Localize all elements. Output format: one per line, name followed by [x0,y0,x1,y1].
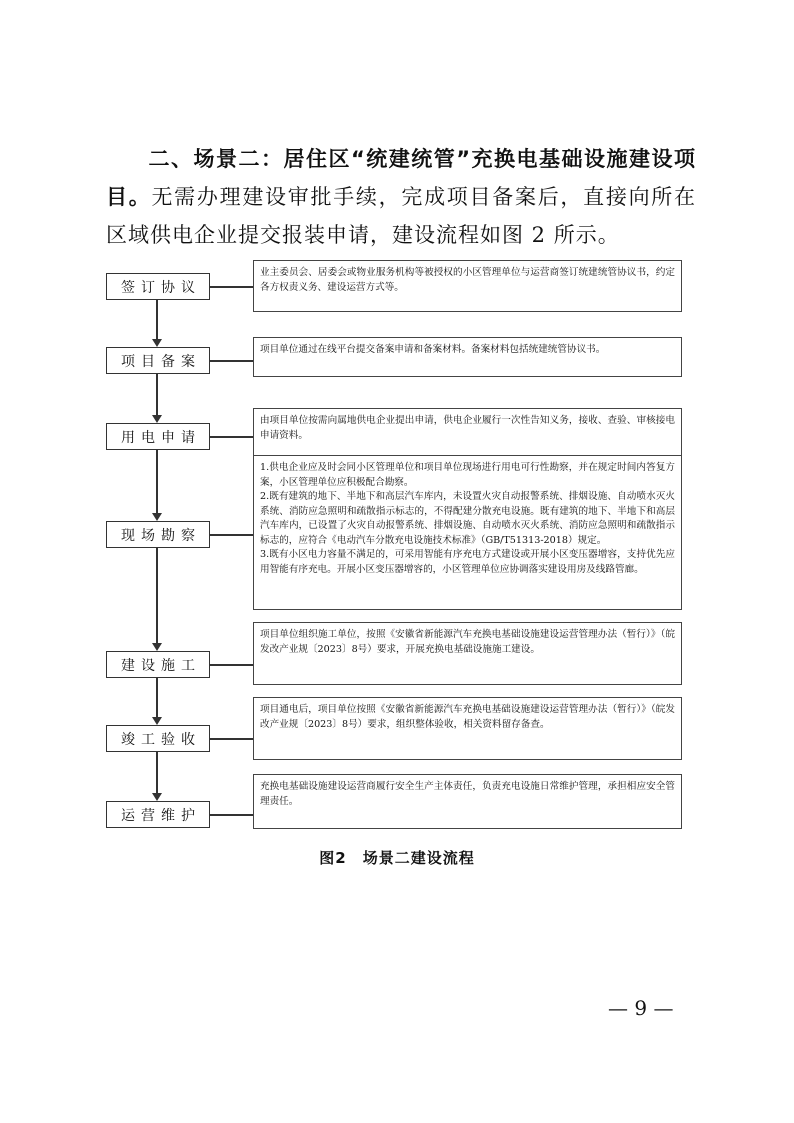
arrow-down-icon [152,415,162,423]
description-paragraph: 由项目单位按需向属地供电企业提出申请，供电企业履行一次性告知义务，接收、查验、审核接电申请资料。 [260,415,675,441]
step-description [253,260,682,312]
arrow-down-icon [152,793,162,801]
link-line [210,286,253,288]
description-paragraph: 项目通电后，项目单位按照《安徽省新能源汽车充换电基础设施建设运营管理办法（暂行）》（皖发改产业规〔2023〕8号）要求，组织整体验收，相关资料留存备查。 [260,704,675,730]
description-paragraph: 1.供电企业应及时会同小区管理单位和项目单位现场进行用电可行性勘察，并在规定时间内答复方案，小区管理单位应积极配合勘察。 [260,462,675,488]
step-description [253,455,682,610]
description-paragraph: 项目单位组织施工单位，按照《安徽省新能源汽车充换电基础设施建设运营管理办法（暂行）》（皖发改产业规〔2023〕8号）要求，开展充换电基础设施施工建设。 [260,629,675,655]
intro-body: 无需办理建设审批手续，完成项目备案后，直接向所在区域供电企业提交报装申请，建设流程如图 2 所示。 [106,185,697,247]
page-number: — 9 — [608,996,674,1020]
link-line [210,738,253,740]
arrow-down-icon [152,643,162,651]
step-description [253,697,682,760]
connector-line [156,678,158,717]
step-description [253,622,682,685]
step-box: 用电申请 [106,423,210,450]
link-line [210,664,253,666]
link-line [210,534,253,536]
link-line [210,814,253,816]
description-paragraph: 充换电基础设施建设运营商履行安全生产主体责任，负责充电设施日常维护管理，承担相应安全管理责任。 [260,781,675,807]
step-box: 建设施工 [106,651,210,678]
scenario-heading: 二、场景二：居住区“统建统管”充换电基础设施建设项目。 [106,147,696,209]
arrow-down-icon [152,513,162,521]
link-line [210,360,253,362]
arrow-down-icon [152,717,162,725]
description-paragraph: 业主委员会、居委会或物业服务机构等被授权的小区管理单位与运营商签订统建统管协议书，约定各方权责义务、建设运营方式等。 [260,267,675,293]
link-line [210,436,253,438]
step-description [253,774,682,829]
step-box: 项目备案 [106,347,210,374]
connector-line [156,374,158,415]
connector-line [156,300,158,339]
figure-caption: 图2 场景二建设流程 [319,849,475,867]
step-description [253,337,682,377]
connector-line [156,548,158,643]
description-paragraph: 3.既有小区电力容量不满足的，可采用智能有序充电方式建设或开展小区变压器增容，支持优先应用智能有序充电。开展小区变压器增容的，小区管理单位应协调落实建设用房及线路管廊。 [260,549,675,575]
connector-line [156,450,158,513]
description-paragraph: 项目单位通过在线平台提交备案申请和备案材料。备案材料包括统建统管协议书。 [260,344,606,355]
description-paragraph: 2.既有建筑的地下、半地下和高层汽车库内，未设置火灾自动报警系统、排烟设施、自动喷水灭火系统、消防应急照明和疏散指示标志的，不得配建分散充电设施。既有建筑的地下、半地下和高层汽车库内，已设置了火灾自动报警系统、排烟设施、自动喷水灭火系统、消防应急照明和疏散指示标志的，应符合《电动汽车分散充电设施技术标准》（GB/T51313-2018）规定。 [260,491,675,546]
step-box: 签订协议 [106,273,210,300]
connector-line [156,752,158,793]
step-description [253,408,682,460]
step-box: 现场勘察 [106,521,210,548]
step-box: 运营维护 [106,801,210,828]
step-box: 竣工验收 [106,725,210,752]
arrow-down-icon [152,339,162,347]
